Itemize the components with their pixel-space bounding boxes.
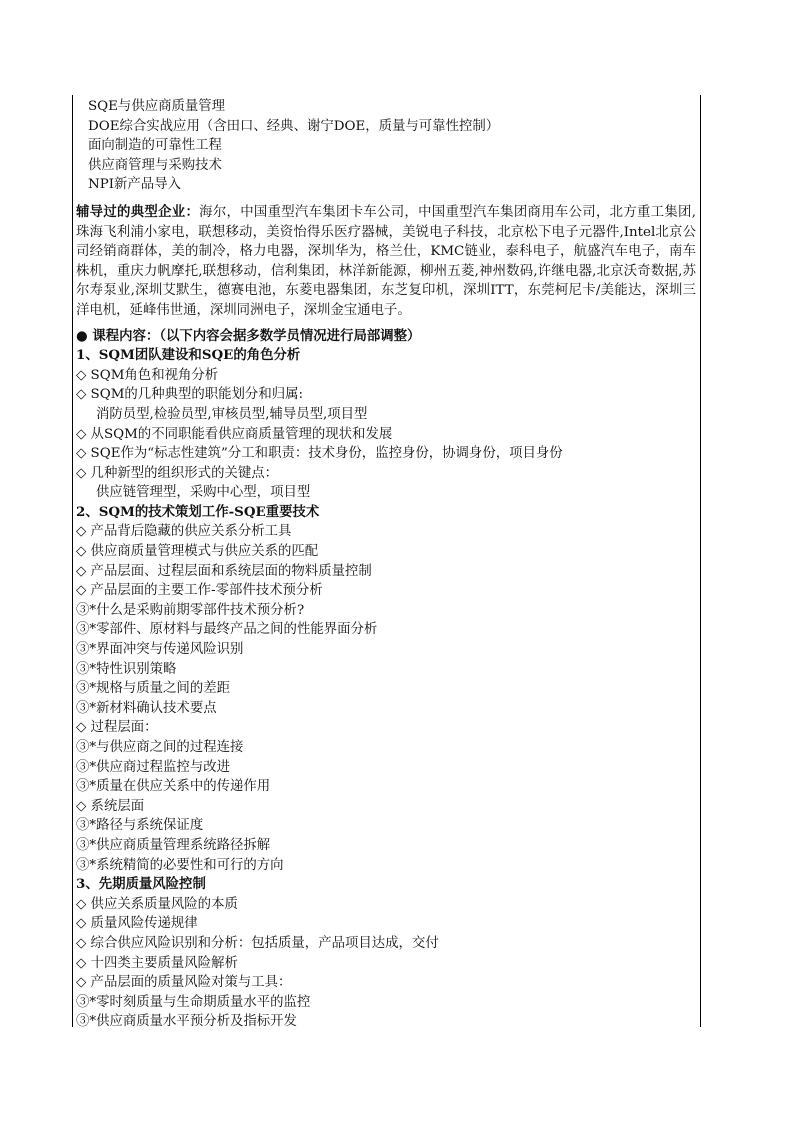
course-list-item: SQE与供应商质量管理 (88, 99, 226, 114)
outline-item: ③*特性识别策略 (76, 661, 177, 677)
outline-item: ◇ 综合供应风险识别和分析：包括质量，产品项目达成，交付 (76, 935, 439, 951)
outline-item: ◇ SQE作为“标志性建筑”分工和职责：技术身份，监控身份，协调身份，项目身份 (76, 446, 563, 462)
clients-paragraph (76, 203, 696, 321)
outline-item: ◇ 几种新型的组织形式的关键点： (76, 465, 279, 481)
course-list-item: 供应商管理与采购技术 (88, 157, 222, 173)
course-outline (76, 346, 696, 1032)
outline-item: ◇ 产品层面的主要工作-零部件技术预分析 (76, 583, 323, 599)
outline-item: ◇ 供应关系质量风险的本质 (76, 896, 238, 912)
outline-item: ◇ 十四类主要质量风险解析 (76, 955, 238, 971)
outline-item: ③*供应商质量管理系统路径拆解 (76, 837, 271, 853)
outline-item: ◇ 供应商质量管理模式与供应关系的匹配 (76, 544, 319, 560)
outline-item: ③*界面冲突与传递风险识别 (76, 642, 244, 658)
outline-item: ③*新材料确认技术要点 (76, 700, 217, 716)
outline-item: ◇ 质量风险传递规律 (76, 916, 198, 932)
section-heading: 1、SQM团队建设和SQE的角色分析 (76, 347, 301, 364)
course-title: 课程内容：（以下内容会据多数学员情况进行局部调整） (87, 327, 421, 344)
course-heading (76, 327, 696, 347)
outline-item: ◇ SQM的几种典型的职能划分和归属: (76, 387, 304, 403)
bullet-icon: ● (76, 327, 88, 344)
outline-item: ③*质量在供应关系中的传递作用 (76, 779, 271, 795)
outline-item: ◇ 从SQM的不同职能看供应商质量管理的现状和发展 (76, 426, 393, 442)
course-list-item: NPI新产品导入 (88, 177, 181, 193)
outline-item: ③*什么是采购前期零部件技术预分析? (76, 602, 305, 618)
outline-item: ◇ 产品层面、过程层面和系统层面的物料质量控制 (76, 563, 372, 579)
outline-item: ◇ SQM角色和视角分析 (76, 367, 219, 383)
outline-item: ◇ 过程层面： (76, 720, 158, 736)
outline-item: 消防员型,检验员型,审核员型,辅导员型,项目型 (96, 406, 368, 422)
outline-item: ③*供应商质量水平预分析及指标开发 (76, 1014, 297, 1030)
outline-item: ③*系统精简的必要性和可行的方向 (76, 857, 284, 873)
outline-item: ◇ 系统层面 (76, 798, 145, 814)
outline-item: ③*零时刻质量与生命期质量水平的监控 (76, 994, 311, 1010)
clients-label: 辅导过的典型企业： (76, 203, 200, 220)
outline-item: ③*零部件、原材料与最终产品之间的性能界面分析 (76, 622, 378, 638)
outline-item: 供应链管理型，采购中心型，项目型 (96, 485, 311, 501)
course-list-item: 面向制造的可靠性工程 (88, 138, 222, 154)
section-heading: 3、先期质量风险控制 (76, 876, 206, 893)
outline-item: ③*规格与质量之间的差距 (76, 681, 230, 697)
outline-item: ③*路径与系统保证度 (76, 818, 204, 834)
outline-item: ◇ 产品背后隐藏的供应关系分析工具 (76, 524, 292, 540)
course-list-item: DOE综合实战应用（含田口、经典、谢宁DOE，质量与可靠性控制） (88, 118, 500, 134)
section-heading: 2、SQM的技术策划工作-SQE重要技术 (76, 503, 320, 520)
document-body (76, 97, 696, 1032)
outline-item: ③*供应商过程监控与改进 (76, 759, 230, 775)
clients-text: 海尔，中国重型汽车集团卡车公司，中国重型汽车集团商用车公司，北方重工集团,珠海飞利浦小家电，联想移动，美资怡得乐医疗器械，美锐电子科技，北京松下电子元器件,Intel北京公司经销商群体，美的制冷，格力电器，深圳华为，格兰仕，KMC链业，泰科电子，航盛汽车电子，南车株机，重庆力帆摩托,联想移动，信利集团，林洋新能源，柳州五菱,神州数码,许继电器,北京沃奇数据,苏尔寿泵业,深圳艾默生，德赛电池，东菱电器集团，东芝复印机，深圳ITT，东莞柯尼卡/美能达，深圳三洋电机，延峰伟世通，深圳同洲电子，深圳金宝通电子。 (76, 204, 696, 318)
outline-item: ◇ 产品层面的质量风险对策与工具： (76, 975, 292, 991)
outline-item: ③*与供应商之间的过程连接 (76, 740, 244, 755)
